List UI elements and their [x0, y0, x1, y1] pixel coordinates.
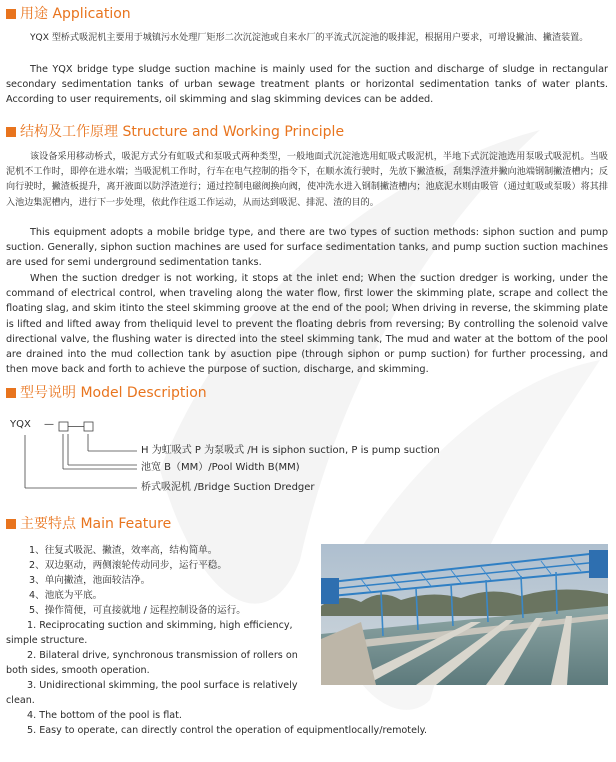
model-code: YQX: [10, 419, 31, 430]
application-en-text: The YQX bridge type sludge suction machine is mainly used for the suction and discharge of sludge in rectangular secondary sedimentation tanks of urban sewage treatment plants or horizontal sedimentation tanks of water plants. According to user requirements, oil skimming and slag skimming devices can be added.: [6, 64, 608, 106]
feature-cn-5: 5、操作简便，可直接就地 / 远程控制设备的运行。: [29, 605, 246, 616]
model-h-label: H 为虹吸式 P 为泵吸式 /H is siphon suction, P is pump suction: [141, 445, 440, 456]
feature-cn-3: 3、单向撇渣，池面较洁净。: [29, 575, 151, 586]
model-type-label: 桥式吸泥机 /Bridge Suction Dredger: [141, 482, 315, 493]
feature-en-1b: simple structure.: [6, 635, 88, 646]
features-title: 主要特点 Main Feature: [6, 516, 171, 533]
feature-cn-2: 2、双边驱动，两侧滚轮传动同步，运行平稳。: [29, 560, 227, 571]
feature-en-3a: 3. Unidirectional skimming, the pool surface is relatively: [27, 680, 298, 691]
feature-en-5: 5. Easy to operate, can directly control the operation of equipmentlocally/remotely.: [27, 725, 427, 736]
model-title: 型号说明 Model Description: [6, 385, 207, 402]
feature-cn-1: 1、往复式吸泥、撇渣，效率高，结构简单。: [29, 545, 218, 556]
feature-en-2b: both sides, smooth operation.: [6, 665, 150, 676]
structure-en-text-2: When the suction dredger is not working, it stops at the inlet end; When the suction dredger is working, under the command of electrical control, when traveling along the water flow, first lower the skimming plate, scrape and collect the floating slag, and skim itinto the steel skimming groove at the end of the pool; When driving in reverse, the skimming plate is lifted and lifted away from theliquid level to prevent the floating debris from reversing; By controlling the solenoid valve directional valve, the flushing water is directed into the steel skimming tank, The mud and water at the bottom of the pool are drained into the mud collection tank by asuction pipe (through siphon or pump suction) for further processing, and then move back and forth to achieve the purpose of suction, discharge, and skimming.: [6, 273, 608, 376]
structure-en-text-1: This equipment adopts a mobile bridge type, and there are two types of suction methods: siphon suction and pump suction. Generally, siphon suction machines are used for surface sedimentation tanks, and pump suction suction machines are used for semi underground sedimentation tanks.: [6, 227, 608, 269]
structure-title: 结构及工作原理 Structure and Working Principle: [6, 124, 344, 141]
application-title: 用途 Application: [6, 6, 131, 23]
application-cn-text: YQX 型桥式吸泥机主要用于城镇污水处理厂矩形二次沉淀池或自来水厂的平流式沉淀池的吸排泥，根据用户要求，可增设撇油、撇渣装置。: [30, 33, 589, 43]
structure-cn-text: 该设备采用移动桥式，吸泥方式分有虹吸式和泵吸式两种类型，一般地面式沉淀池选用虹吸式吸泥机，半地下式沉淀池选用泵吸式吸泥机。当吸泥机不工作时，即停在进水端；当吸泥机工作时，行车在电气控制的指令下，在顺水流行驶时，先放下撇渣板，刮集浮渣并撇向池端钢制撇渣槽内；反向行驶时，撇渣板提升，离开液面以防浮渣逆行；通过控制电磁阀换向阀，使冲洗水进入钢制撇渣槽内；池底泥水则由吸管（通过虹吸或泵吸）将其排入池边集泥槽内，进行下一步处理，依此作往返工作运动，从而达到吸泥、排泥、渣的目的。: [6, 152, 608, 208]
feature-en-2a: 2. Bilateral drive, synchronous transmission of rollers on: [27, 650, 298, 661]
feature-en-3b: clean.: [6, 695, 35, 706]
feature-en-1a: 1. Reciprocating suction and skimming, high efficiency,: [27, 620, 293, 631]
feature-en-4: 4. The bottom of the pool is flat.: [27, 710, 182, 721]
dredger-photo: [321, 544, 608, 685]
model-dash: —: [44, 419, 54, 430]
model-b-label: 池宽 B（MM）/Pool Width B(MM): [141, 462, 300, 473]
section-marker-icon: [6, 519, 16, 529]
feature-cn-4: 4、池底为平底。: [29, 590, 103, 601]
